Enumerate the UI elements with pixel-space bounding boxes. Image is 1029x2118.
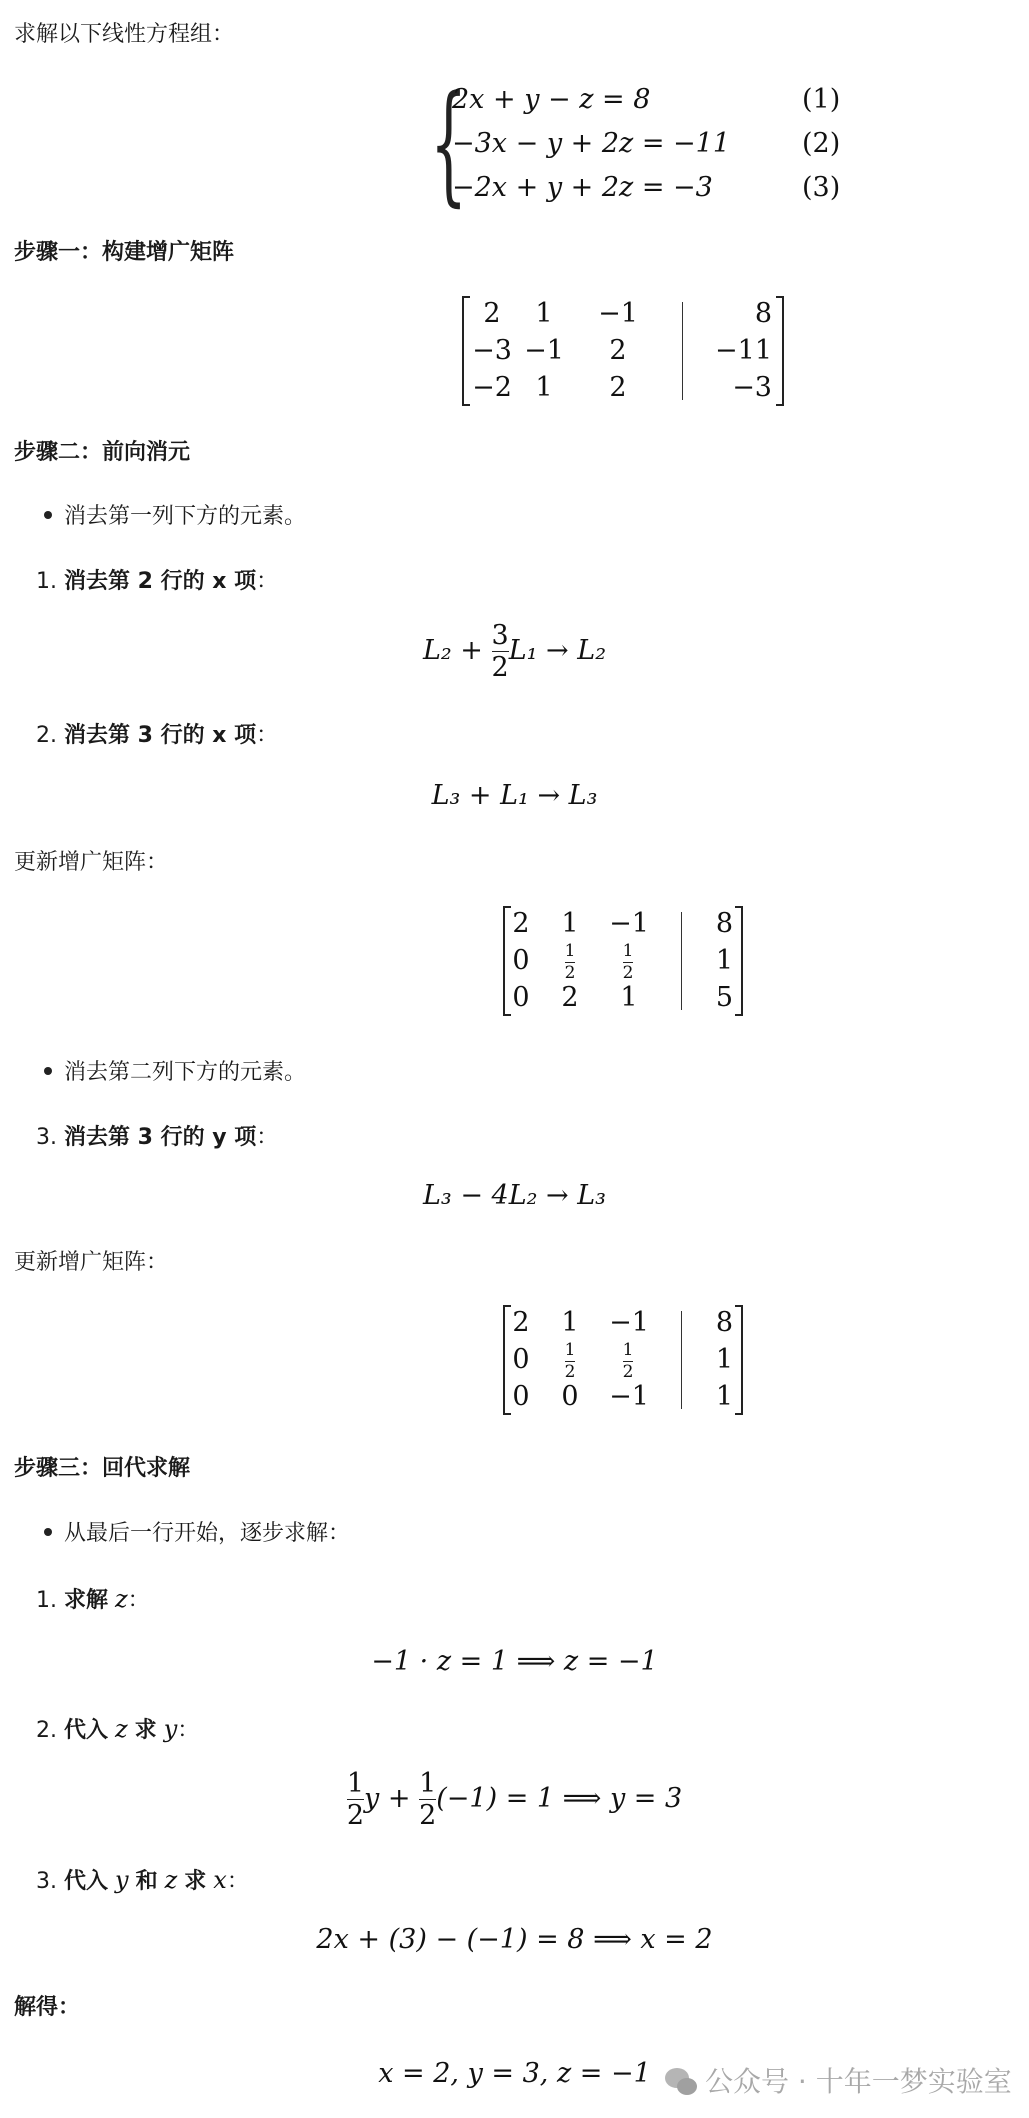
bullet-icon [44,511,52,519]
equation-row-1: 2x + y − z = 8 (1) [452,84,841,115]
update-matrix-label: 更新增广矩阵： [14,850,169,875]
ordered-item-1: 1. 消去第 2 行的 x 项： [36,569,279,594]
equation-row-3: −2x + y + 2z = −3 (3) [452,172,841,203]
matrix-row: −3 −1 2 −11 [472,335,772,366]
matrix-row: 0 0 −1 1 [512,1381,733,1412]
solve-x-equation: 2x + (3) − (−1) = 8 ⟹ x = 2 [316,1924,713,1955]
update-matrix-label: 更新增广矩阵： [14,1250,169,1275]
ordered-item-2: 2. 代入 z 求 y： [36,1715,200,1743]
bullet-icon [44,1528,52,1536]
matrix-row: 0 2 1 5 [512,982,733,1013]
bullet-item: 消去第一列下方的元素。 [44,502,306,532]
solve-z-equation: −1 · z = 1 ⟹ z = −1 [371,1646,658,1677]
row-operation-1: L₂ + $\frac{3}{2}$ L₁ → L₂ [422,620,607,683]
ordered-item-3: 3. 代入 y 和 z 求 x： [36,1866,249,1894]
fraction: $\frac{1}{2}$ [564,1340,576,1382]
step3-heading: 步骤三：回代求解 [14,1456,191,1481]
fraction: $\frac{3}{2}$ [491,620,509,683]
wechat-icon [665,2068,699,2098]
bullet-icon [44,1067,52,1075]
final-solution: x = 2, y = 3, z = −1 [378,2058,651,2089]
equation-row-2: −3x − y + 2z = −11 (2) [452,128,841,159]
matrix-row: 0 $\frac{1}{2}$ $\frac{1}{2}$ 1 [512,941,733,983]
augmented-matrix-2 [503,906,743,1016]
matrix-row: 2 1 −1 8 [483,298,772,329]
step2-heading: 步骤二：前向消元 [14,440,191,465]
solve-y-equation: $\frac{1}{2}$ y + $\frac{1}{2}$ (−1) = 1 ⟹ y = 3 [346,1768,683,1831]
matrix-row: −2 1 2 −3 [472,372,772,403]
ordered-item-3: 3. 消去第 3 行的 y 项： [36,1125,279,1150]
ordered-item-1: 1. 求解 z： [36,1585,150,1613]
bullet-item: 消去第二列下方的元素。 [44,1058,306,1088]
solution-heading: 解得： [14,1995,81,2020]
matrix-row: 0 $\frac{1}{2}$ $\frac{1}{2}$ 1 [512,1340,733,1382]
intro-text: 求解以下线性方程组： [14,22,235,47]
left-brace-icon: { [430,67,468,219]
step1-heading: 步骤一：构建增广矩阵 [14,240,235,265]
equation-system [430,67,841,219]
ordered-item-2: 2. 消去第 3 行的 x 项： [36,723,279,748]
fraction: $\frac{1}{2}$ [622,941,634,983]
matrix-row: 2 1 −1 8 [512,908,733,939]
augmented-matrix-3 [503,1305,743,1415]
augmented-matrix-1 [462,296,784,406]
fraction: $\frac{1}{2}$ [419,1768,437,1831]
fraction: $\frac{1}{2}$ [564,941,576,983]
fraction: $\frac{1}{2}$ [622,1340,634,1382]
row-operation-3: L₃ − 4L₂ → L₃ [422,1180,606,1211]
bullet-item: 从最后一行开始，逐步求解： [44,1519,350,1549]
fraction: $\frac{1}{2}$ [346,1768,364,1831]
matrix-row: 2 1 −1 8 [512,1307,733,1338]
row-operation-2: L₃ + L₁ → L₃ [431,780,598,811]
watermark: 公众号 · 十年一梦实验室 [665,2060,1012,2100]
